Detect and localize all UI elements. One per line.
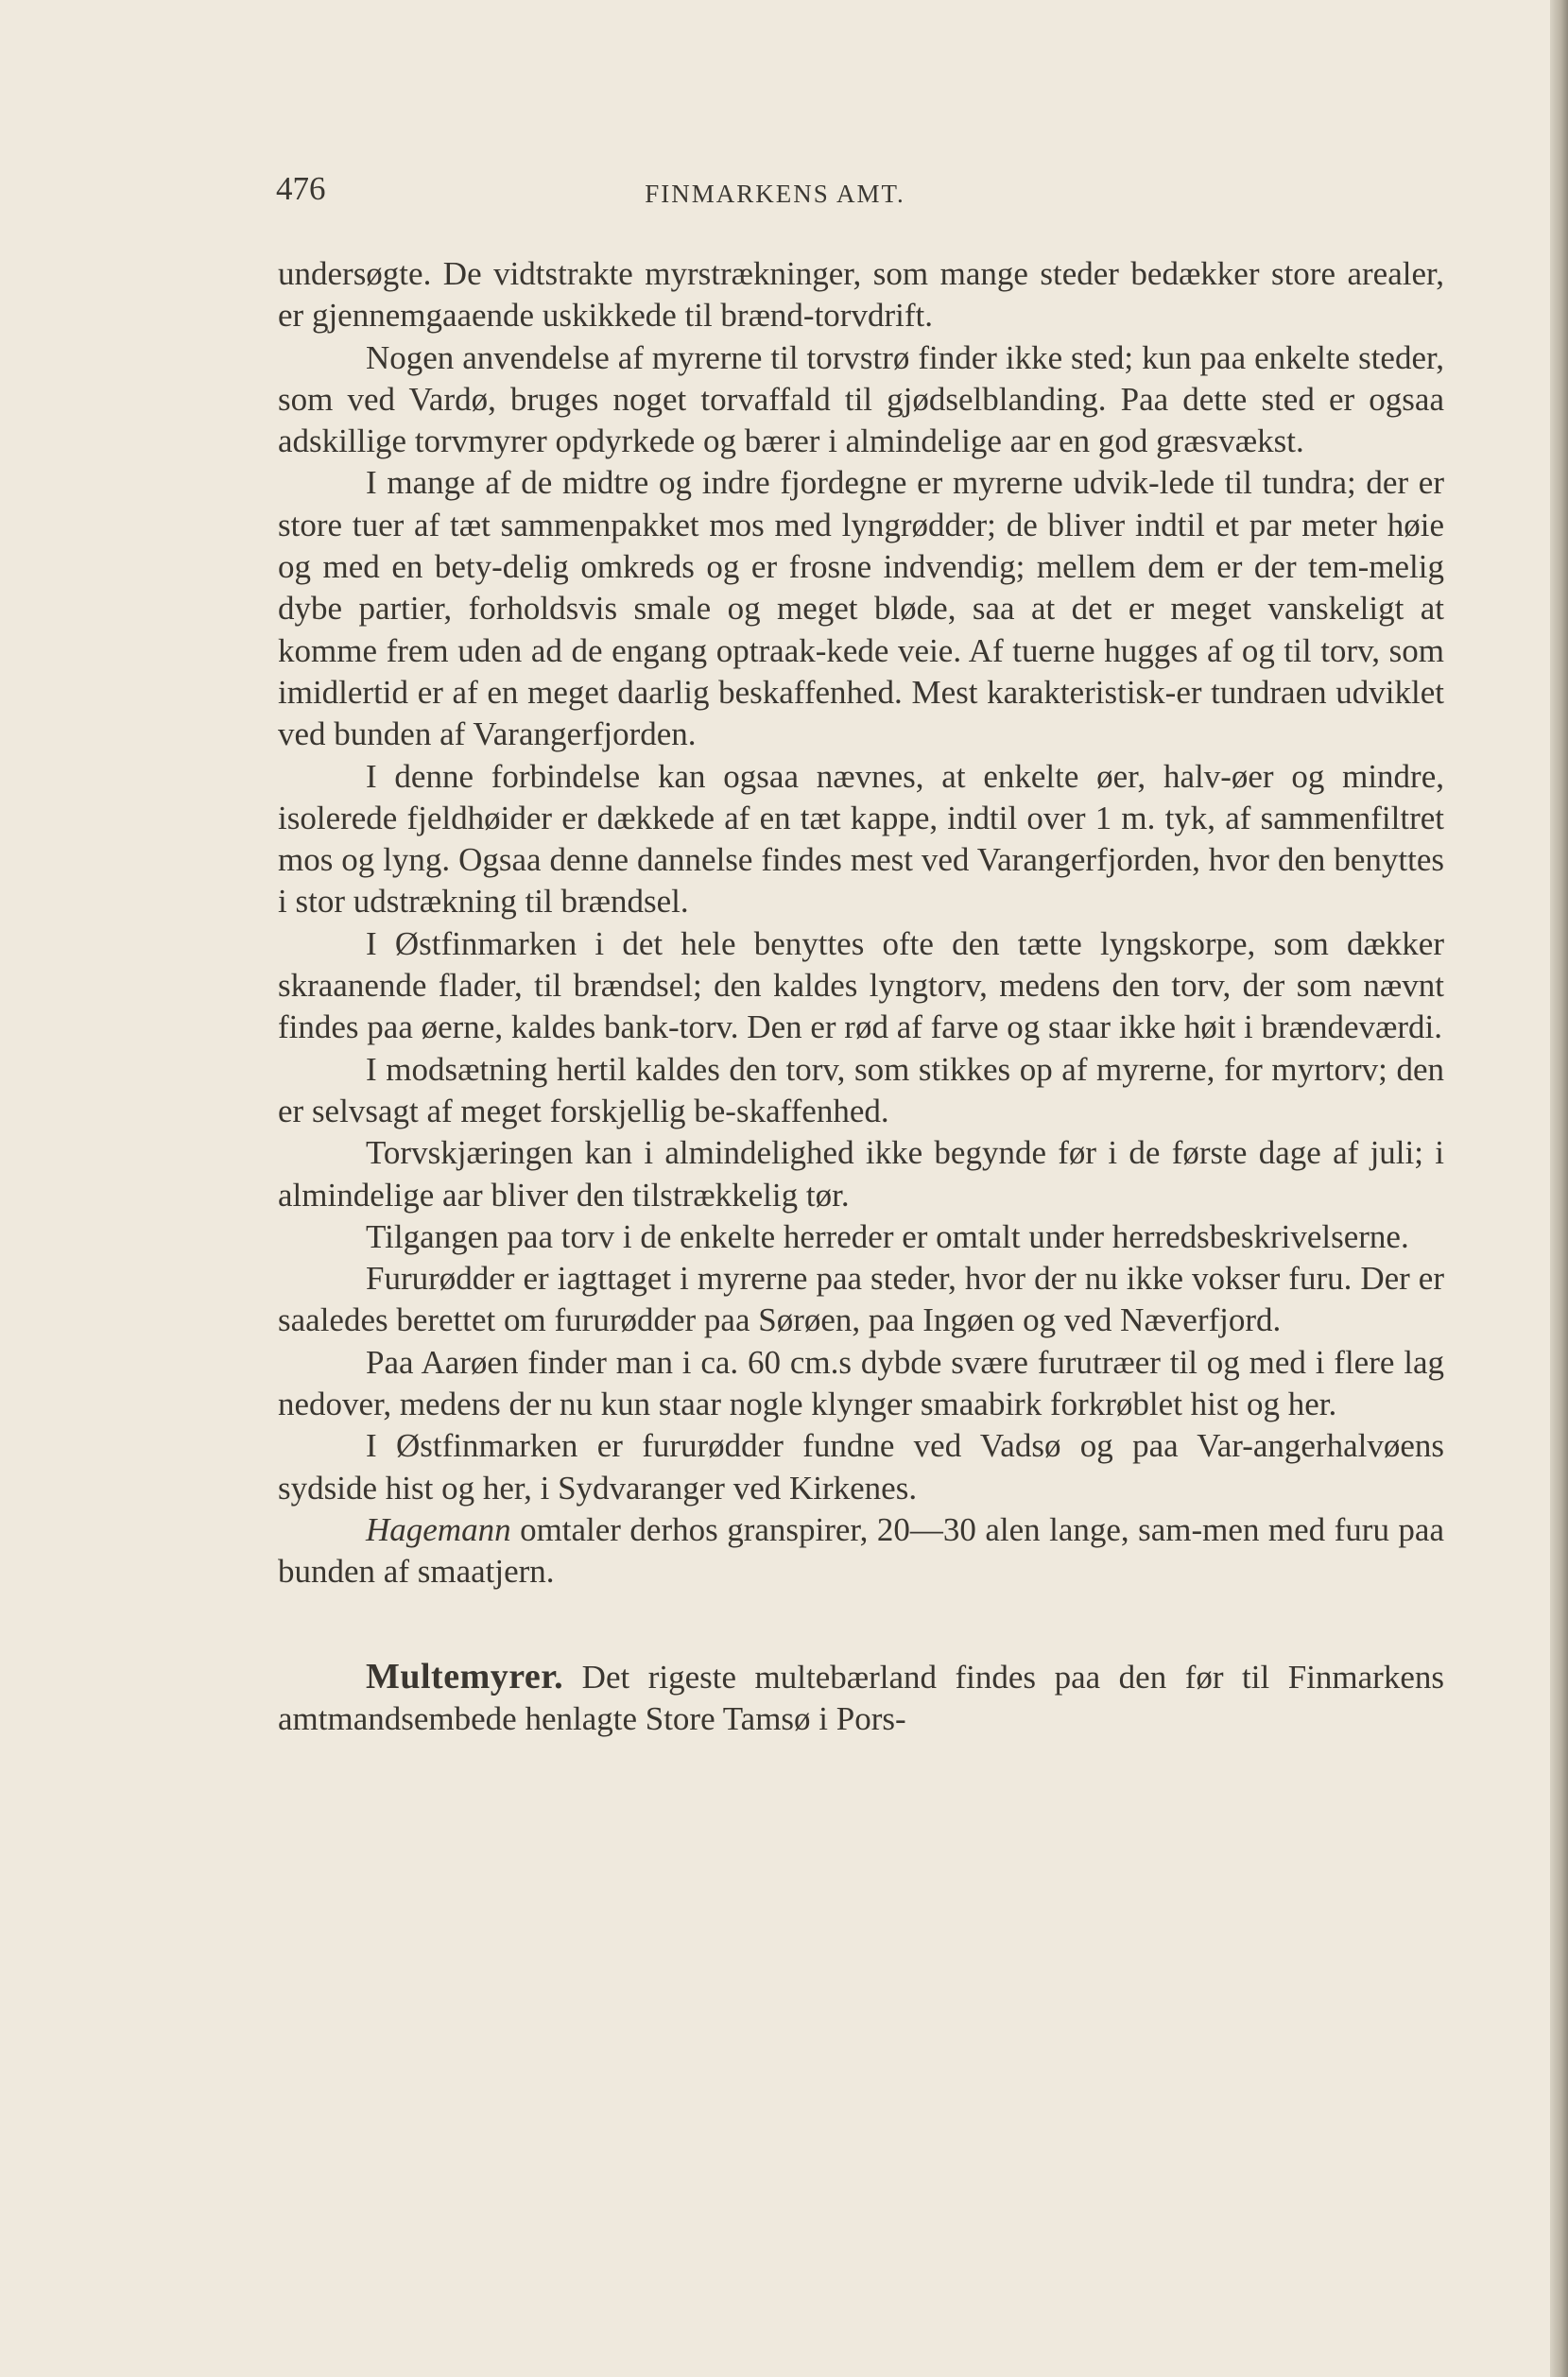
- paragraph: Fururødder er iagttaget i myrerne paa steder, hvor der nu ikke vokser furu. Der er saaledes berettet om fururødder paa Sørøen, paa Ingøen og ved Næverfjord.: [278, 1260, 1444, 1339]
- author-name: Hagemann: [366, 1510, 511, 1548]
- paragraph: Paa Aarøen finder man i ca. 60 cm.s dybde svære furutræer til og med i flere lag nedover, medens der nu kun staar nogle klynger smaabirk forkrøblet hist og her.: [278, 1343, 1444, 1423]
- paragraph: I modsætning hertil kaldes den torv, som stikkes op af myrerne, for myrtorv; den er selvsagt af meget forskjellig be-skaffenhed.: [278, 1050, 1444, 1129]
- paragraph-hagemann-text: omtaler derhos granspirer, 20—30 alen lange, sam-men med furu paa bunden af smaatjern.: [278, 1510, 1444, 1591]
- section-text: Det rigeste multebærland findes paa den før til Finmarkens amtmandsembede henlagte Store Tamsø i Pors-: [278, 1658, 1444, 1737]
- paragraph: Tilgangen paa torv i de enkelte herreder er omtalt under herredsbeskrivelserne.: [366, 1217, 1409, 1255]
- page-header: [0, 0, 1550, 227]
- page-number: 476: [276, 170, 326, 207]
- section-spacer: [278, 1593, 1444, 1656]
- paragraph: I Østfinmarken er fururødder fundne ved Vadsø og paa Var-angerhalvøens sydside hist og her, i Sydvaranger ved Kirkenes.: [278, 1427, 1444, 1507]
- paragraph: I denne forbindelse kan ogsaa nævnes, at enkelte øer, halv-øer og mindre, isolerede fjeldhøider er dækkede af en tæt kappe, indtil over 1 m. tyk, af sammenfiltret mos og lyng. Ogsaa denne dannelse findes mest ved Varangerfjorden, hvor den benyttes i stor udstrækning til brændsel.: [278, 757, 1444, 921]
- paragraph: undersøgte. De vidtstrakte myrstrækninger, som mange steder bedækker store arealer, er gjennemgaaende uskikkede til brænd-torvdrift.: [278, 255, 1444, 335]
- section-heading: Multemyrer.: [366, 1656, 564, 1697]
- page-edge: [1550, 0, 1568, 2377]
- running-title: FINMARKENS AMT.: [645, 180, 905, 208]
- paragraph: Nogen anvendelse af myrerne til torvstrø finder ikke sted; kun paa enkelte steder, som ved Vardø, bruges noget torvaffald til gjødselblanding. Paa dette sted er ogsaa adskillige torvmyrer opdyrkede og bærer i almindelige aar en god græsvækst.: [278, 338, 1444, 460]
- paragraph: Torvskjæringen kan i almindelighed ikke begynde før i de første dage af juli; i almindelige aar bliver den tilstrækkelig tør.: [278, 1134, 1444, 1214]
- body-text: [278, 253, 1444, 1740]
- paragraph: I Østfinmarken i det hele benyttes ofte den tætte lyngskorpe, som dækker skraanende flader, til brændsel; den kaldes lyngtorv, medens den torv, der som nævnt findes paa øerne, kaldes bank-torv. Den er rød af farve og staar ikke høit i brændeværdi.: [278, 924, 1444, 1046]
- section-paragraph: [278, 1656, 1444, 1741]
- paragraph-hagemann: [278, 1509, 1444, 1593]
- paragraph: I mange af de midtre og indre fjordegne er myrerne udvik-lede til tundra; der er store tuer af tæt sammenpakket mos med lyngrødder; de bliver indtil et par meter høie og med en bety-delig omkreds og er frosne indvendig; mellem dem er der tem-melig dybe partier, forholdsvis smale og meget bløde, saa at det er meget vanskeligt at komme frem uden ad de engang optraak-kede veie. Af tuerne hugges af og til torv, som imidlertid er af en meget daarlig beskaffenhed. Mest karakteristisk-er tundraen udviklet ved bunden af Varangerfjorden.: [278, 464, 1444, 753]
